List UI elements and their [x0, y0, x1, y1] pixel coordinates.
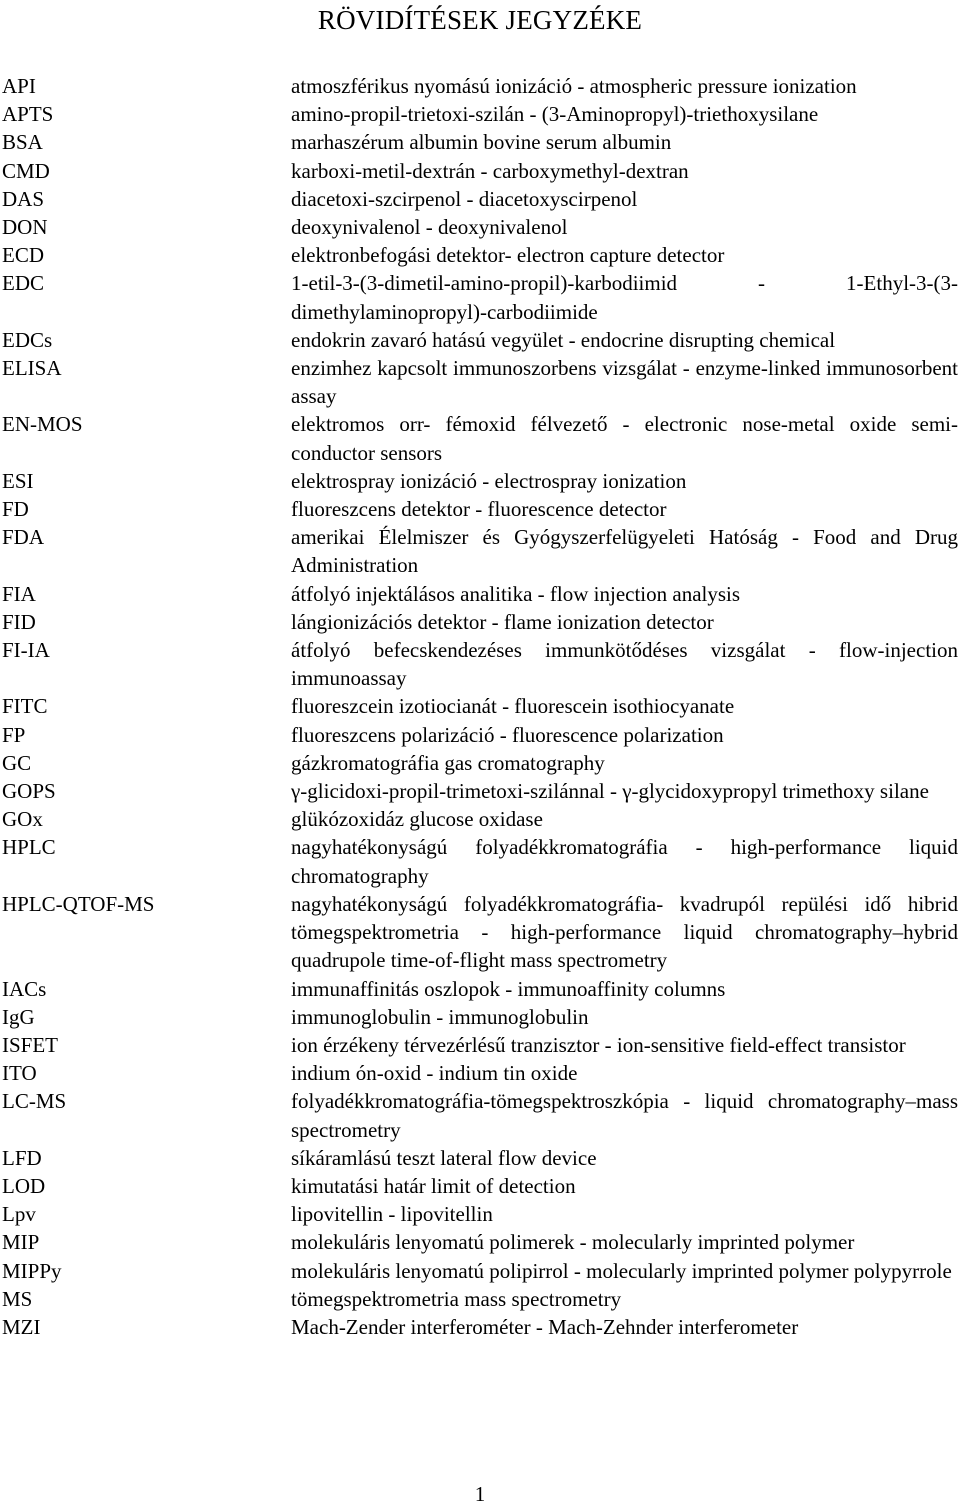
abbreviation-entry: [0, 157, 960, 185]
abbreviation: ITO: [2, 1061, 37, 1086]
abbreviation: DAS: [2, 186, 45, 211]
abbreviation-entry: [0, 495, 960, 523]
abbreviation-definition: immunoglobulin - immunoglobulin: [291, 1004, 589, 1029]
abbreviation-definition: Mach-Zender interferométer - Mach-Zehnder interferometer: [291, 1314, 799, 1339]
abbreviation: ESI: [2, 468, 34, 493]
abbreviation: GC: [2, 750, 32, 775]
abbreviation: GOx: [2, 807, 43, 832]
abbreviation: BSA: [2, 130, 43, 155]
abbreviation-definition: fluoreszcens polarizáció - fluorescence polarization: [291, 722, 724, 747]
abbreviation-entry: [0, 1144, 960, 1172]
abbreviation: GOPS: [2, 779, 56, 804]
abbreviation-definition: marhaszérum albumin bovine serum albumin: [291, 130, 672, 155]
abbreviation-definition: amino-propil-trietoxi-szilán - (3-Aminopropyl)-triethoxysilane: [291, 102, 819, 127]
abbreviation-entry: [0, 1313, 960, 1341]
page-title: RÖVIDÍTÉSEK JEGYZÉKE: [317, 5, 643, 35]
abbreviation-definition: nagyhatékonyságú folyadékkromatográfia- kvadrupól repülési idő hibrid tömegspektrometria - high-performance liquid chromatography–hybrid quadrupole time-of-flight mass spectrometry: [291, 891, 958, 973]
abbreviation-entry: [0, 72, 960, 100]
abbreviation-definition: gázkromatográfia gas cromatography: [291, 750, 605, 775]
abbreviation-definition: karboxi-metil-dextrán - carboxymethyl-dextran: [291, 158, 689, 183]
abbreviation-entry: [0, 128, 960, 156]
abbreviation-definition: nagyhatékonyságú folyadékkromatográfia - high-performance liquid chromatography: [291, 835, 958, 888]
abbreviation-definition: atmoszférikus nyomású ionizáció - atmospheric pressure ionization: [291, 74, 857, 98]
abbreviation-definition: glükózoxidáz glucose oxidase: [291, 807, 543, 832]
abbreviation: Lpv: [2, 1202, 36, 1227]
abbreviation-definition: fluoreszcens detektor - fluorescence detector: [291, 497, 667, 522]
abbreviation: FI-IA: [2, 638, 50, 663]
abbreviation-entry: [0, 1003, 960, 1031]
abbreviation: HPLC-QTOF-MS: [2, 891, 155, 916]
abbreviation-definition: lángionizációs detektor - flame ionization detector: [291, 609, 714, 634]
abbreviation: EDC: [2, 271, 44, 296]
abbreviation-definition: immunaffinitás oszlopok - immunoaffinity columns: [291, 976, 726, 1001]
page-number: 1: [474, 1482, 486, 1506]
abbreviation-entry: [0, 890, 960, 975]
abbreviation: ELISA: [2, 356, 62, 381]
abbreviation-entry: [0, 975, 960, 1003]
abbreviation-entry: [0, 721, 960, 749]
abbreviation: LC-MS: [2, 1089, 67, 1114]
abbreviation-definition: lipovitellin - lipovitellin: [291, 1202, 493, 1227]
abbreviation-definition: deoxynivalenol - deoxynivalenol: [291, 215, 568, 240]
abbreviation-entry: [0, 608, 960, 636]
abbreviation-definition: átfolyó befecskendezéses immunkötődéses vizsgálat - flow-injection immunoassay: [291, 638, 958, 691]
abbreviation-entry: [0, 1031, 960, 1059]
abbreviation: API: [2, 74, 36, 98]
abbreviation-definition: átfolyó injektálásos analitika - flow injection analysis: [291, 581, 741, 606]
abbreviation-entry: [0, 467, 960, 495]
abbreviation-entry: [0, 1257, 960, 1285]
abbreviation-entry: [0, 580, 960, 608]
abbreviation: APTS: [2, 102, 54, 127]
abbreviation-definition: elektrospray ionizáció - electrospray ionization: [291, 468, 687, 493]
abbreviation-entry: [0, 1059, 960, 1087]
abbreviation: IgG: [2, 1004, 35, 1029]
abbreviation-definition: folyadékkromatográfia-tömegspektroszkópia - liquid chromatography–mass spectrometry: [291, 1089, 958, 1142]
abbreviation-definition: endokrin zavaró hatású vegyület - endocrine disrupting chemical: [291, 327, 836, 352]
abbreviation-entry: [0, 100, 960, 128]
abbreviation-entry: [0, 241, 960, 269]
abbreviation-entry: [0, 777, 960, 805]
abbreviation: MS: [2, 1286, 33, 1311]
abbreviation: MZI: [2, 1314, 41, 1339]
abbreviation-definition: elektromos orr- fémoxid félvezető - electronic nose-metal oxide semi-conductor sensors: [291, 412, 958, 465]
abbreviation-definition: γ-glicidoxi-propil-trimetoxi-szilánnal - γ-glycidoxypropyl trimethoxy silane: [291, 779, 929, 804]
abbreviation-definition: indium ón-oxid - indium tin oxide: [291, 1061, 578, 1086]
abbreviation-entry: [0, 1087, 960, 1143]
abbreviation: FP: [2, 722, 26, 747]
abbreviation-entry: [0, 692, 960, 720]
abbreviation: DON: [2, 215, 48, 240]
abbreviation-definition: tömegspektrometria mass spectrometry: [291, 1286, 622, 1311]
abbreviation: LFD: [2, 1145, 42, 1170]
abbreviation-definition: diacetoxi-szcirpenol - diacetoxyscirpenol: [291, 186, 638, 211]
abbreviation: FD: [2, 497, 29, 522]
abbreviation-entry: [0, 636, 960, 692]
abbreviation-definition: amerikai Élelmiszer és Gyógyszerfelügyeleti Hatóság - Food and Drug Administration: [291, 525, 958, 578]
abbreviation-entry: [0, 749, 960, 777]
abbreviation: ECD: [2, 243, 44, 268]
abbreviation-definition: ion érzékeny térvezérlésű tranzisztor - ion-sensitive field-effect transistor: [291, 1032, 906, 1057]
abbreviation: MIP: [2, 1230, 40, 1255]
abbreviation-entry: [0, 1200, 960, 1228]
abbreviation-definition: molekuláris lenyomatú polimerek - molecularly imprinted polymer: [291, 1230, 855, 1255]
abbreviation-definition: síkáramlású teszt lateral flow device: [291, 1145, 597, 1170]
abbreviation-list: [0, 72, 960, 1341]
abbreviation: FDA: [2, 525, 45, 550]
abbreviation-entry: [0, 410, 960, 466]
abbreviation: IACs: [2, 976, 47, 1001]
abbreviation-entry: [0, 213, 960, 241]
abbreviation-entry: [0, 833, 960, 889]
abbreviation-definition: elektronbefogási detektor- electron capture detector: [291, 243, 725, 268]
abbreviation-entry: [0, 1172, 960, 1200]
abbreviation: ISFET: [2, 1032, 59, 1057]
abbreviation-entry: [0, 185, 960, 213]
abbreviation: FITC: [2, 694, 48, 719]
abbreviation: EDCs: [2, 327, 53, 352]
abbreviation-entry: [0, 269, 960, 325]
abbreviation: FID: [2, 609, 36, 634]
abbreviation: FIA: [2, 581, 36, 606]
abbreviation-definition: enzimhez kapcsolt immunoszorbens vizsgálat - enzyme-linked immunosorbent assay: [291, 356, 958, 409]
abbreviation-entry: [0, 523, 960, 579]
abbreviation-definition: fluoreszcein izotiocianát - fluorescein isothiocyanate: [291, 694, 735, 719]
abbreviation-entry: [0, 805, 960, 833]
abbreviation: LOD: [2, 1173, 46, 1198]
abbreviation-definition: molekuláris lenyomatú polipirrol - molecularly imprinted polymer polypyrrole: [291, 1258, 952, 1283]
abbreviation-entry: [0, 354, 960, 410]
abbreviation-entry: [0, 1228, 960, 1256]
abbreviation: EN-MOS: [2, 412, 83, 437]
abbreviation-entry: [0, 326, 960, 354]
abbreviation: MIPPy: [2, 1258, 62, 1283]
abbreviation: HPLC: [2, 835, 56, 860]
abbreviation-entry: [0, 1285, 960, 1313]
abbreviation: CMD: [2, 158, 50, 183]
abbreviation-definition: kimutatási határ limit of detection: [291, 1173, 576, 1198]
abbreviation-definition: 1-etil-3-(3-dimetil-amino-propil)-karbodiimid - 1-Ethyl-3-(3-dimethylaminopropyl)-carbodiimide: [291, 271, 958, 324]
